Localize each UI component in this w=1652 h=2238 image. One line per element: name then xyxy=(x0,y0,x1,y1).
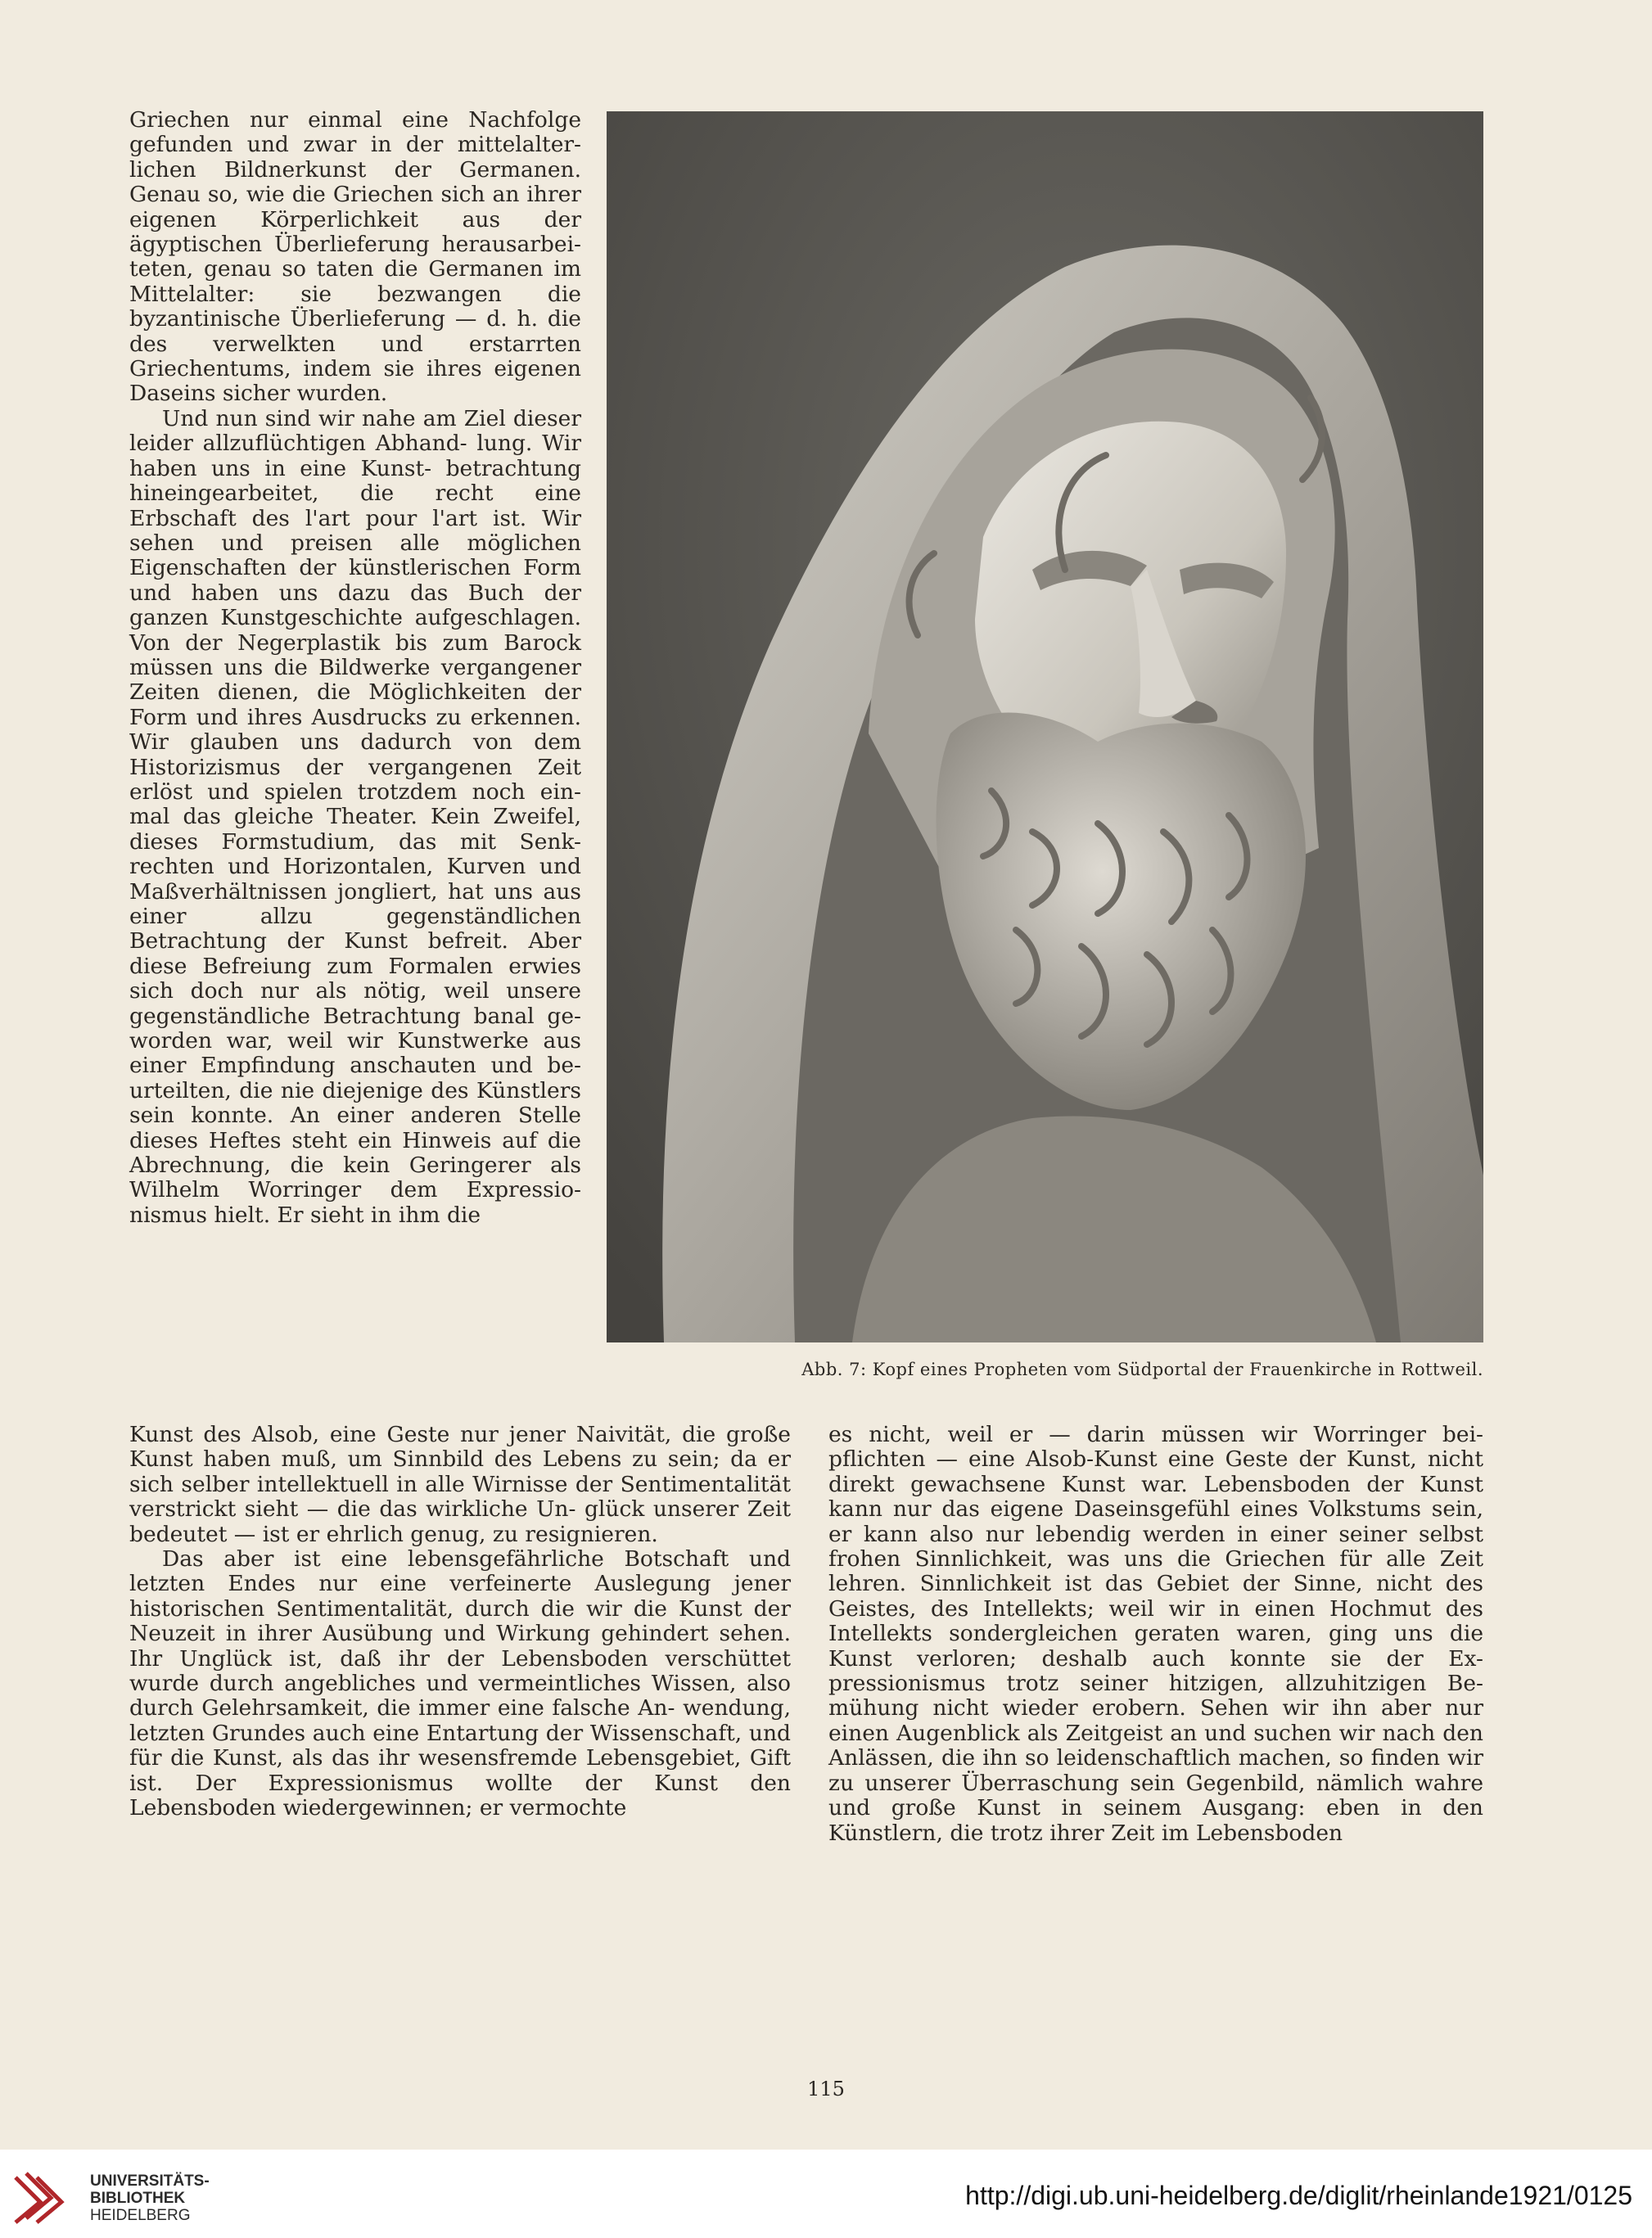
prophet-head-photo xyxy=(607,111,1483,1342)
text-column-left-bottom xyxy=(129,1423,791,1821)
library-line: HEIDELBERG xyxy=(90,2207,191,2224)
paragraph: Kunst des Alsob, eine Geste nur jener Naivität, die große Kunst haben muß, um Sinnbild des Lebens zu sein; da er sich selber intellektuell in alle Wirnisse der Sentimentalität verstrickt sieht — die das wirkliche Un- glück unserer Zeit bedeutet — ist er ehrlich genug, zu resignieren. xyxy=(129,1422,791,1547)
paragraph: Griechen nur einmal eine Nachfolge gefunden und zwar in der mittelalter- lichen Bildnerkunst der Germanen. Genau so, wie die Griechen sich an ihrer eigenen Körperlichkeit aus der ägyptischen Überlieferung herausarbei- teten, genau so taten die Germanen im Mittelalter: sie bezwangen die byzantinische Überlieferung — d. h. die des verwelkten und erstarrten Griechentums, indem sie ihres eigenen Daseins sicher wurden. xyxy=(129,107,581,407)
text-column-right-bottom xyxy=(828,1423,1483,1846)
paragraph: Das aber ist eine lebensgefährliche Botschaft und letzten Endes nur eine verfeinerte Auslegung jener historischen Sentimentalität, durch die wir die Kunst der Neuzeit in ihrer Ausübung und Wirkung gehindert sehen. Ihr Unglück ist, daß ihr der Lebensboden verschüttet wurde durch angebliches und vermeintliches Wissen, also durch Gelehrsamkeit, die immer eine falsche An- wendung, letzten Grundes auch eine Entartung der Wissenschaft, und für die Kunst, als das ihr wesensfremde Lebensgebiet, Gift ist. Der Expressionismus wollte der Kunst den Lebensboden wiedergewinnen; er vermochte xyxy=(129,1546,791,1821)
library-name xyxy=(90,2173,210,2224)
library-line: BIBLIOTHEK xyxy=(90,2190,186,2207)
library-line: UNIVERSITÄTS- xyxy=(90,2173,210,2190)
page-number: 115 xyxy=(807,2078,845,2100)
paragraph: es nicht, weil er — darin müssen wir Worringer bei- pflichten — eine Alsob-Kunst eine Geste der Kunst, nicht direkt gewachsene Kunst war. Lebensboden der Kunst kann nur das eigene Daseinsgefühl eines Volkstums sein, er kann also nur lebendig werden in einer seiner selbst frohen Sinnlichkeit, was uns die Griechen für alle Zeit lehren. Sinnlichkeit ist das Gebiet der Sinne, nicht des Geistes, des Intellekts; weil wir in einen Hochmut des Intellekts sondergleichen geraten waren, ging uns die Kunst verloren; deshalb auch konnte sie der Ex- pressionismus trotz seiner hitzigen, allzuhitzigen Be- mühung nicht wieder erobern. Sehen wir ihn aber nur einen Augenblick als Zeitgeist an und suchen wir nach den Anlässen, die ihn so leidenschaftlich machen, so finden wir zu unserer Überraschung sein Gegenbild, nämlich wahre und große Kunst in seinem Ausgang: eben in den Künstlern, die trotz ihrer Zeit im Lebensboden xyxy=(828,1422,1483,1846)
text-column-left-top xyxy=(129,108,581,1228)
figure-prophet-head xyxy=(607,111,1483,1342)
library-logo-icon xyxy=(11,2169,77,2227)
figure-caption: Abb. 7: Kopf eines Propheten vom Südportal der Frauenkirche in Rottweil. xyxy=(801,1360,1483,1379)
paragraph: Und nun sind wir nahe am Ziel dieser leider allzuflüchtigen Abhand- lung. Wir haben uns in eine Kunst- betrachtung hineingearbeitet, die recht eine Erbschaft des l'art pour l'art ist. Wir sehen und preisen alle möglichen Eigenschaften der künstlerischen Form und haben uns dazu das Buch der ganzen Kunstgeschichte aufgeschlagen. Von der Negerplastik bis zum Barock müssen uns die Bildwerke vergangener Zeiten dienen, die Möglichkeiten der Form und ihres Ausdrucks zu erkennen. Wir glauben uns dadurch von dem Historizismus der vergangenen Zeit erlöst und spielen trotzdem noch ein- mal das gleiche Theater. Kein Zweifel, dieses Formstudium, das mit Senk- rechten und Horizontalen, Kurven und Maßverhältnissen jongliert, hat uns aus einer allzu gegenständlichen Betrachtung der Kunst befreit. Aber diese Befreiung zum Formalen erwies sich doch nur als nötig, weil unsere gegenständliche Betrachtung banal ge- worden war, weil wir Kunstwerke aus einer Empfindung anschauten und be- urteilten, die nie diejenige des Künstlers sein konnte. An einer anderen Stelle dieses Heftes steht ein Hinweis auf die Abrechnung, die kein Geringerer als Wilhelm Worringer dem Expressio- nismus hielt. Er sieht in ihm die xyxy=(129,405,581,1228)
source-url-link[interactable]: http://digi.ub.uni-heidelberg.de/diglit/rheinlande1921/0125 xyxy=(965,2181,1632,2210)
